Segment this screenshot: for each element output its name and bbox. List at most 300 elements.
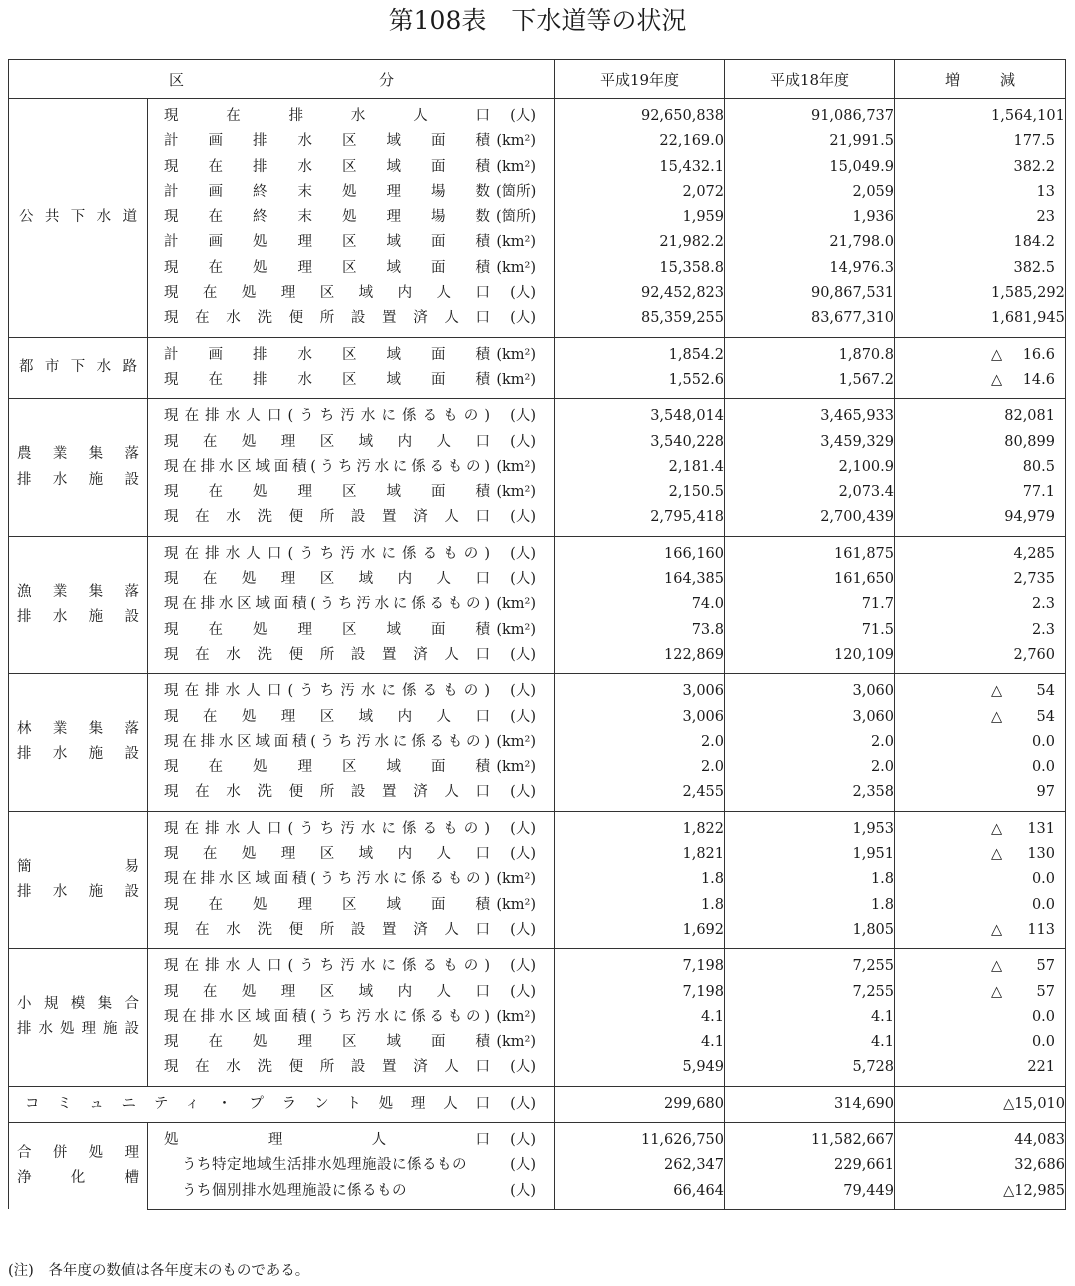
row-item-wrap bbox=[148, 480, 554, 505]
table-row bbox=[9, 893, 1066, 918]
category-name: 合併処理 bbox=[17, 1144, 139, 1161]
table-row bbox=[9, 867, 1066, 892]
negative-mark: △ bbox=[991, 983, 1003, 1000]
row-item-wrap bbox=[148, 954, 554, 979]
row-unit: (km²) bbox=[496, 458, 536, 475]
row-change-value: 0.0 bbox=[1031, 759, 1055, 776]
category-name: 排水施設 bbox=[17, 471, 139, 488]
row-label: 計画排水区域面積 bbox=[164, 346, 490, 363]
row-h19: 21,982.2 bbox=[555, 230, 725, 255]
row-change bbox=[895, 980, 1066, 1005]
row-item bbox=[148, 674, 555, 705]
row-h18: 83,677,310 bbox=[725, 306, 895, 337]
row-change bbox=[895, 1055, 1066, 1086]
negative-mark: △ bbox=[991, 846, 1003, 863]
row-h19: 7,198 bbox=[555, 980, 725, 1005]
row-change bbox=[895, 567, 1066, 592]
sewerage-table bbox=[8, 59, 1066, 1210]
negative-mark: △ bbox=[991, 708, 1003, 725]
row-h18: 91,086,737 bbox=[725, 99, 895, 130]
category-name: 排水処理施設 bbox=[17, 1021, 139, 1038]
category-name: 公共下水道 bbox=[19, 209, 137, 226]
row-change bbox=[895, 230, 1066, 255]
negative-mark: △ bbox=[991, 820, 1003, 837]
table-row bbox=[9, 480, 1066, 505]
row-h19: 2,455 bbox=[555, 780, 725, 811]
row-item-wrap bbox=[148, 343, 554, 368]
row-item-wrap bbox=[148, 980, 554, 1005]
row-change-value: 382.5 bbox=[1013, 259, 1055, 276]
table-row bbox=[9, 505, 1066, 536]
table-row bbox=[9, 455, 1066, 480]
community-wrap bbox=[9, 1092, 554, 1117]
row-h18: 2,100.9 bbox=[725, 455, 895, 480]
row-change-value: 54 bbox=[1036, 683, 1055, 700]
row-change bbox=[895, 842, 1066, 867]
row-label: 計画排水区域面積 bbox=[164, 133, 490, 150]
row-unit: (km²) bbox=[496, 234, 536, 251]
row-change-value: 0.0 bbox=[1031, 733, 1055, 750]
row-item-wrap bbox=[148, 1128, 554, 1153]
row-unit: (人) bbox=[510, 509, 536, 526]
row-label: 計画終末処理場数 bbox=[164, 183, 490, 200]
row-change-value: 97 bbox=[1036, 784, 1055, 801]
footnote: (注) 各年度の数値は各年度末のものである。 bbox=[8, 1263, 310, 1279]
row-item-wrap bbox=[148, 256, 554, 281]
row-unit: (km²) bbox=[496, 1034, 536, 1051]
community-unit: (人) bbox=[510, 1095, 536, 1112]
row-change-value: 2.3 bbox=[1031, 621, 1055, 638]
row-unit: (km²) bbox=[496, 1008, 536, 1025]
row-h18: 2,073.4 bbox=[725, 480, 895, 505]
row-change-value: 0.0 bbox=[1031, 871, 1055, 888]
row-label: 現在処理区域内人口 bbox=[164, 571, 490, 588]
row-change-value: 4,285 bbox=[1013, 545, 1055, 562]
header-bun: 分 bbox=[378, 70, 394, 89]
row-item-wrap bbox=[148, 430, 554, 455]
row-label: 現在終末処理場数 bbox=[164, 209, 490, 226]
row-label: 現在排水区域面積(うち汚水に係るもの) bbox=[164, 458, 490, 475]
row-h18: 21,991.5 bbox=[725, 129, 895, 154]
row-h18: 14,976.3 bbox=[725, 256, 895, 281]
row-h19: 92,452,823 bbox=[555, 281, 725, 306]
row-item bbox=[148, 337, 555, 368]
table-row bbox=[9, 155, 1066, 180]
row-unit: (人) bbox=[510, 921, 536, 938]
row-change-value: 94,979 bbox=[1004, 509, 1055, 526]
table-row bbox=[9, 281, 1066, 306]
table-row bbox=[9, 306, 1066, 337]
row-change-value: 0.0 bbox=[1031, 1008, 1055, 1025]
category-cell bbox=[9, 399, 148, 536]
row-item bbox=[148, 755, 555, 780]
table-row bbox=[9, 1005, 1066, 1030]
table-row bbox=[9, 256, 1066, 281]
row-change-value: 23 bbox=[1036, 209, 1055, 226]
negative-mark: △ bbox=[991, 921, 1003, 938]
row-h19: 4.1 bbox=[555, 1030, 725, 1055]
row-h18: 4.1 bbox=[725, 1005, 895, 1030]
row-item bbox=[148, 129, 555, 154]
table-row bbox=[9, 918, 1066, 949]
row-h18: 1,805 bbox=[725, 918, 895, 949]
row-change-wrap bbox=[895, 618, 1065, 643]
row-change-wrap bbox=[895, 505, 1065, 530]
row-h18: 161,650 bbox=[725, 567, 895, 592]
row-item bbox=[148, 643, 555, 674]
row-h18: 71.5 bbox=[725, 618, 895, 643]
row-change-value: 2,735 bbox=[1013, 571, 1055, 588]
row-change bbox=[895, 618, 1066, 643]
row-change bbox=[895, 730, 1066, 755]
table-row bbox=[9, 780, 1066, 811]
table-row bbox=[9, 337, 1066, 368]
row-change-wrap bbox=[895, 455, 1065, 480]
community-label: コミュニティ・プラント処理人口 bbox=[25, 1095, 490, 1112]
row-label: 現在処理区域面積 bbox=[164, 1034, 490, 1051]
row-change-value: 57 bbox=[1036, 983, 1055, 1000]
category-name: 小規模集合 bbox=[17, 996, 139, 1013]
row-label: 現在処理区域面積 bbox=[164, 759, 490, 776]
row-change-wrap bbox=[895, 1055, 1065, 1080]
row-h19: 262,347 bbox=[555, 1153, 725, 1178]
row-item bbox=[148, 155, 555, 180]
row-change-wrap bbox=[895, 180, 1065, 205]
row-label: うち個別排水処理施設に係るもの bbox=[182, 1182, 407, 1199]
row-item-wrap bbox=[148, 567, 554, 592]
row-item-wrap bbox=[148, 618, 554, 643]
row-unit: (km²) bbox=[496, 871, 536, 888]
row-change-wrap bbox=[895, 643, 1065, 668]
row-label: 現在処理区域面積 bbox=[164, 484, 490, 501]
header-h19: 平成19年度 bbox=[555, 60, 725, 99]
row-unit: (km²) bbox=[496, 158, 536, 175]
row-h19: 11,626,750 bbox=[555, 1122, 725, 1153]
table-row bbox=[9, 730, 1066, 755]
row-item bbox=[148, 949, 555, 980]
row-item bbox=[148, 180, 555, 205]
row-h18: 15,049.9 bbox=[725, 155, 895, 180]
row-label: 現在処理区域内人口 bbox=[164, 846, 490, 863]
row-change-value: 0.0 bbox=[1031, 896, 1055, 913]
row-change bbox=[895, 155, 1066, 180]
row-change bbox=[895, 306, 1066, 337]
row-change: △12,985 bbox=[895, 1179, 1066, 1210]
row-change-value: 1,564,101 bbox=[991, 108, 1065, 124]
row-unit: (人) bbox=[510, 958, 536, 975]
row-unit: (箇所) bbox=[496, 209, 537, 226]
row-h18: 2.0 bbox=[725, 730, 895, 755]
row-label: 処理人口 bbox=[164, 1131, 490, 1148]
row-change bbox=[895, 811, 1066, 842]
row-unit: (人) bbox=[510, 285, 536, 302]
row-unit: (人) bbox=[510, 708, 536, 725]
row-change-wrap bbox=[895, 954, 1065, 979]
row-item bbox=[148, 842, 555, 867]
row-item-wrap bbox=[148, 404, 554, 429]
row-item bbox=[148, 1055, 555, 1086]
row-item-wrap bbox=[148, 129, 554, 154]
row-h19: 7,198 bbox=[555, 949, 725, 980]
row-item-wrap bbox=[148, 542, 554, 567]
row-change bbox=[895, 780, 1066, 811]
row-unit: (人) bbox=[510, 820, 536, 837]
negative-mark: △ bbox=[991, 958, 1003, 975]
row-item bbox=[148, 1122, 555, 1153]
table-row bbox=[9, 1153, 1066, 1178]
row-item bbox=[148, 281, 555, 306]
row-change-wrap bbox=[895, 867, 1065, 892]
row-change-wrap bbox=[895, 1005, 1065, 1030]
table-row bbox=[9, 592, 1066, 617]
row-item bbox=[148, 811, 555, 842]
category-cell bbox=[9, 1122, 148, 1209]
row-unit: (人) bbox=[510, 108, 536, 124]
row-h19: 3,540,228 bbox=[555, 430, 725, 455]
row-change bbox=[895, 180, 1066, 205]
row-h19: 164,385 bbox=[555, 567, 725, 592]
negative-mark: △ bbox=[991, 346, 1003, 363]
row-label: 現在水洗便所設置済人口 bbox=[164, 646, 490, 663]
row-label: 現在水洗便所設置済人口 bbox=[164, 509, 490, 526]
row-change-wrap bbox=[895, 1030, 1065, 1055]
row-h19: 166,160 bbox=[555, 536, 725, 567]
row-item-wrap bbox=[148, 918, 554, 943]
row-unit: (人) bbox=[510, 983, 536, 1000]
row-h18: 7,255 bbox=[725, 980, 895, 1005]
row-change-wrap bbox=[895, 567, 1065, 592]
community-label-cell bbox=[9, 1086, 555, 1122]
row-h19: 1,552.6 bbox=[555, 368, 725, 399]
table-row bbox=[9, 368, 1066, 399]
row-label: 現在排水人口(うち汚水に係るもの) bbox=[164, 958, 490, 975]
row-change bbox=[895, 99, 1066, 130]
row-item bbox=[148, 306, 555, 337]
row-unit: (km²) bbox=[496, 596, 536, 613]
table-row bbox=[9, 1030, 1066, 1055]
row-item-wrap bbox=[148, 1055, 554, 1080]
row-h19: 15,432.1 bbox=[555, 155, 725, 180]
row-item-wrap bbox=[148, 755, 554, 780]
row-unit: (人) bbox=[510, 545, 536, 562]
row-label: 現在処理区域内人口 bbox=[164, 708, 490, 725]
row-item-wrap bbox=[148, 817, 554, 842]
category-cell bbox=[9, 99, 148, 338]
row-change-wrap bbox=[895, 893, 1065, 918]
row-change bbox=[895, 455, 1066, 480]
row-h18: 2,059 bbox=[725, 180, 895, 205]
table-row bbox=[9, 1122, 1066, 1153]
row-change: 44,083 bbox=[895, 1122, 1066, 1153]
row-unit: (km²) bbox=[496, 733, 536, 750]
row-item bbox=[148, 705, 555, 730]
row-change-wrap bbox=[895, 842, 1065, 867]
row-item bbox=[148, 592, 555, 617]
row-item-wrap bbox=[148, 306, 554, 331]
category-name: 農業集落 bbox=[17, 446, 139, 463]
row-item bbox=[148, 730, 555, 755]
row-item bbox=[148, 536, 555, 567]
table-row bbox=[9, 399, 1066, 430]
row-unit: (km²) bbox=[496, 621, 536, 638]
row-unit: (人) bbox=[510, 310, 536, 327]
table-row bbox=[9, 705, 1066, 730]
row-h18: 4.1 bbox=[725, 1030, 895, 1055]
row-h19: 66,464 bbox=[555, 1179, 725, 1210]
row-change bbox=[895, 755, 1066, 780]
row-change-value: 221 bbox=[1027, 1059, 1055, 1076]
table-row bbox=[9, 536, 1066, 567]
row-h18: 3,060 bbox=[725, 674, 895, 705]
row-h18: 2,358 bbox=[725, 780, 895, 811]
table-row bbox=[9, 980, 1066, 1005]
row-h19: 85,359,255 bbox=[555, 306, 725, 337]
row-change bbox=[895, 368, 1066, 399]
row-item-wrap bbox=[148, 281, 554, 306]
row-change-value: 16.6 bbox=[1022, 346, 1055, 363]
row-h18: 1,951 bbox=[725, 842, 895, 867]
table-row bbox=[9, 1179, 1066, 1210]
row-item-wrap bbox=[148, 368, 554, 393]
row-h19: 5,949 bbox=[555, 1055, 725, 1086]
category-name: 都市下水路 bbox=[19, 359, 137, 376]
row-change-value: 131 bbox=[1027, 820, 1055, 837]
row-change-wrap bbox=[895, 918, 1065, 943]
row-h19: 92,650,838 bbox=[555, 99, 725, 130]
row-change-wrap bbox=[895, 817, 1065, 842]
row-change-value: 177.5 bbox=[1013, 133, 1055, 150]
header-change bbox=[895, 60, 1066, 99]
row-change bbox=[895, 643, 1066, 674]
row-item-wrap bbox=[148, 780, 554, 805]
row-item bbox=[148, 368, 555, 399]
row-item bbox=[148, 1005, 555, 1030]
row-item bbox=[148, 480, 555, 505]
table-row bbox=[9, 755, 1066, 780]
row-change-wrap bbox=[895, 104, 1065, 129]
row-change-wrap bbox=[895, 281, 1065, 306]
row-unit: (人) bbox=[510, 408, 536, 425]
row-h19: 2,181.4 bbox=[555, 455, 725, 480]
row-h18: 79,449 bbox=[725, 1179, 895, 1210]
row-label: 現在排水区域面積 bbox=[164, 371, 490, 388]
table-row bbox=[9, 1055, 1066, 1086]
row-h19: 3,548,014 bbox=[555, 399, 725, 430]
row-h19: 15,358.8 bbox=[555, 256, 725, 281]
table-row bbox=[9, 643, 1066, 674]
row-item bbox=[148, 1179, 555, 1210]
row-change-value: 80.5 bbox=[1022, 458, 1055, 475]
row-change-value: 80,899 bbox=[1004, 433, 1055, 450]
row-unit: (km²) bbox=[496, 346, 536, 363]
row-change-value: 54 bbox=[1036, 708, 1055, 725]
row-label: 現在処理区域内人口 bbox=[164, 433, 490, 450]
row-item bbox=[148, 399, 555, 430]
row-item-wrap bbox=[148, 893, 554, 918]
header-row bbox=[9, 60, 1066, 99]
row-change-wrap bbox=[895, 980, 1065, 1005]
row-label: 現在排水区域面積(うち汚水に係るもの) bbox=[164, 871, 490, 888]
row-item-wrap bbox=[148, 842, 554, 867]
row-change bbox=[895, 480, 1066, 505]
row-h18: 1,953 bbox=[725, 811, 895, 842]
row-label: 現在排水人口(うち汚水に係るもの) bbox=[164, 683, 490, 700]
row-h19: 2.0 bbox=[555, 755, 725, 780]
row-unit: (人) bbox=[510, 683, 536, 700]
row-change-wrap bbox=[895, 343, 1065, 368]
row-label: 現在排水区域面積(うち汚水に係るもの) bbox=[164, 1008, 490, 1025]
row-label: 現在水洗便所設置済人口 bbox=[164, 921, 490, 938]
row-h18: 1.8 bbox=[725, 867, 895, 892]
row-h18: 1,567.2 bbox=[725, 368, 895, 399]
row-label: 現在排水区域面積 bbox=[164, 158, 490, 175]
row-label: 現在排水区域面積(うち汚水に係るもの) bbox=[164, 733, 490, 750]
category-name: 排水施設 bbox=[17, 883, 139, 900]
row-item bbox=[148, 505, 555, 536]
row-h18: 2.0 bbox=[725, 755, 895, 780]
row-change bbox=[895, 949, 1066, 980]
row-change-value: 113 bbox=[1027, 921, 1055, 938]
row-unit: (km²) bbox=[496, 371, 536, 388]
table-row bbox=[9, 205, 1066, 230]
row-change bbox=[895, 893, 1066, 918]
row-h19: 1,692 bbox=[555, 918, 725, 949]
row-item-wrap bbox=[148, 730, 554, 755]
row-item bbox=[148, 867, 555, 892]
row-change-wrap bbox=[895, 430, 1065, 455]
row-change bbox=[895, 129, 1066, 154]
row-label: 現在水洗便所設置済人口 bbox=[164, 784, 490, 801]
header-h18: 平成18年度 bbox=[725, 60, 895, 99]
row-unit: (km²) bbox=[496, 259, 536, 276]
row-change-wrap bbox=[895, 592, 1065, 617]
row-label: 現在処理区域内人口 bbox=[164, 285, 490, 302]
community-h19: 299,680 bbox=[555, 1086, 725, 1122]
row-label: 現在処理区域内人口 bbox=[164, 983, 490, 1000]
row-change-wrap bbox=[895, 755, 1065, 780]
row-label: 現在排水人口 bbox=[164, 108, 490, 124]
row-h19: 1,854.2 bbox=[555, 337, 725, 368]
row-change-wrap bbox=[895, 230, 1065, 255]
row-change bbox=[895, 705, 1066, 730]
row-item bbox=[148, 230, 555, 255]
row-item bbox=[148, 1153, 555, 1178]
row-item bbox=[148, 205, 555, 230]
row-item-wrap bbox=[148, 104, 554, 129]
row-change-wrap bbox=[895, 155, 1065, 180]
row-change-wrap bbox=[895, 306, 1065, 331]
row-h18: 1,936 bbox=[725, 205, 895, 230]
table-row bbox=[9, 674, 1066, 705]
row-h19: 1.8 bbox=[555, 867, 725, 892]
row-unit: (人) bbox=[510, 1059, 536, 1076]
row-change-wrap bbox=[895, 129, 1065, 154]
category-name: 浄化槽 bbox=[17, 1170, 139, 1187]
row-change-value: 184.2 bbox=[1013, 234, 1055, 251]
row-item-wrap bbox=[148, 1153, 554, 1178]
row-change-wrap bbox=[895, 705, 1065, 730]
table-row bbox=[9, 1086, 1066, 1122]
row-item bbox=[148, 780, 555, 811]
row-item bbox=[148, 1030, 555, 1055]
category-cell bbox=[9, 337, 148, 399]
negative-mark: △ bbox=[991, 683, 1003, 700]
row-change bbox=[895, 337, 1066, 368]
row-change bbox=[895, 867, 1066, 892]
category-cell bbox=[9, 536, 148, 673]
row-unit: (人) bbox=[510, 433, 536, 450]
row-h19: 2,150.5 bbox=[555, 480, 725, 505]
